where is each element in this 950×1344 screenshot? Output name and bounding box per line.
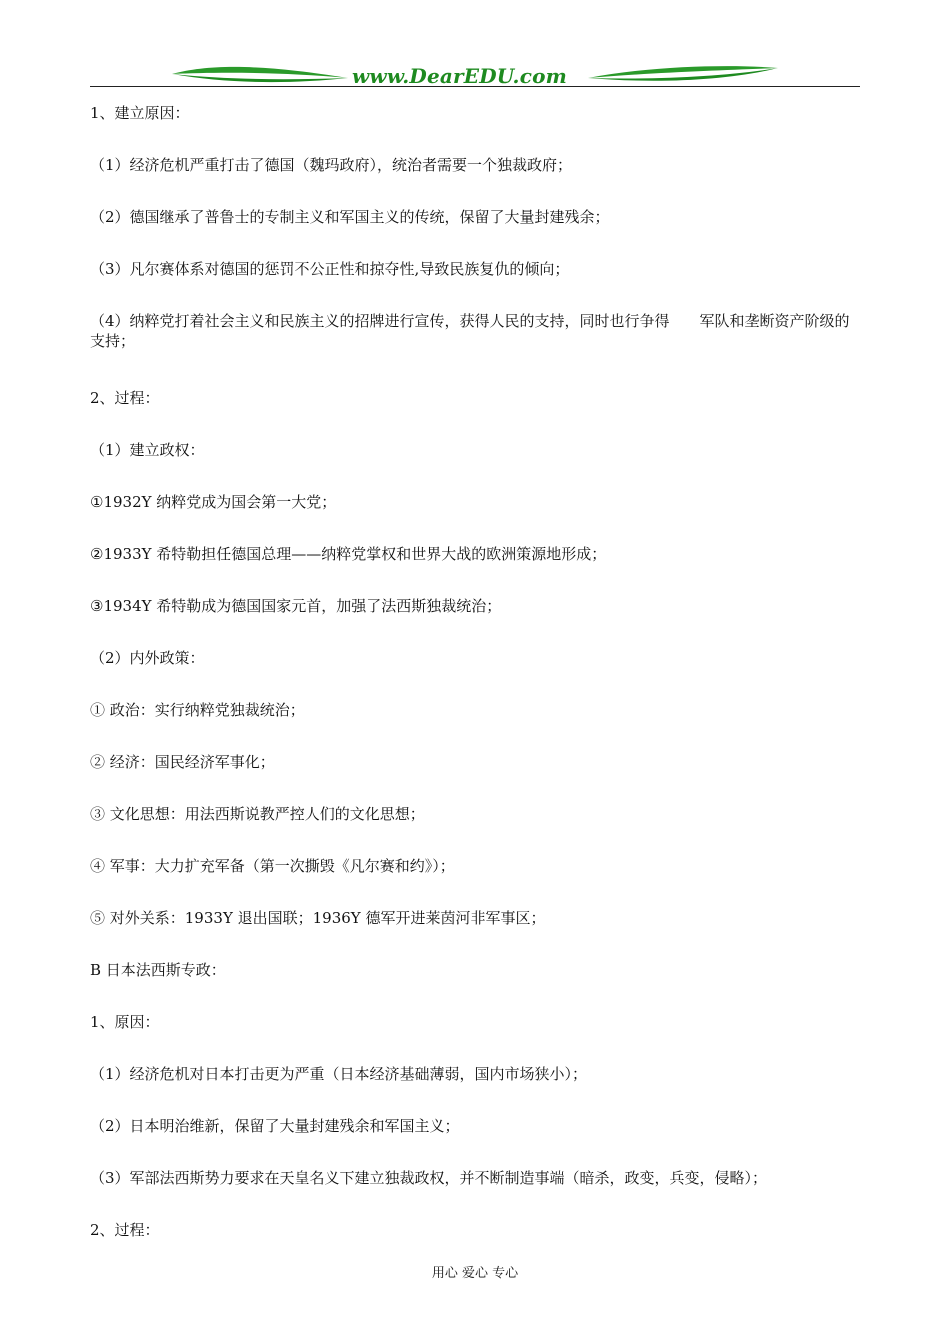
list-item: ④ 军事：大力扩充军备（第一次撕毁《凡尔赛和约》）； (90, 857, 455, 875)
page-footer: 用心 爱心 专心 (431, 1266, 519, 1281)
site-logo-text: www.DearEDU.com (352, 64, 568, 88)
section-heading: B 日本法西斯专政： (90, 961, 226, 979)
list-item: ③ 文化思想：用法西斯说教严控人们的文化思想； (90, 805, 425, 823)
text-line: （1）建立政权： (90, 441, 205, 459)
text-line: （1）经济危机严重打击了德国（魏玛政府），统治者需要一个独裁政府； (90, 156, 573, 174)
section-heading: 1、建立原因： (90, 104, 190, 122)
list-item: ①1932Y 纳粹党成为国会第一大党； (90, 493, 337, 511)
section-heading: 2、过程： (90, 389, 160, 407)
text-line: （1）经济危机对日本打击更为严重（日本经济基础薄弱，国内市场狭小）； (90, 1065, 588, 1083)
text-line: （3）军部法西斯势力要求在天皇名义下建立独裁政权，并不断制造事端（暗杀，政变，兵变，侵略）； (90, 1169, 768, 1187)
text-line: （3）凡尔赛体系对德国的惩罚不公正性和掠夺性,导致民族复仇的倾向； (90, 260, 570, 278)
section-heading: 2、过程： (90, 1221, 160, 1239)
section-heading: 1、原因： (90, 1013, 160, 1031)
list-item: ③1934Y 希特勒成为德国国家元首，加强了法西斯独裁统治； (90, 597, 502, 615)
page-header (90, 58, 860, 90)
list-item: ① 政治：实行纳粹党独裁统治； (90, 701, 305, 719)
list-item: ⑤ 对外关系：1933Y 退出国联；1936Y 德军开进莱茵河非军事区； (90, 909, 546, 927)
text-line: （2）德国继承了普鲁士的专制主义和军国主义的传统，保留了大量封建残余； (90, 208, 610, 226)
header-divider (90, 86, 860, 87)
text-paragraph: （4）纳粹党打着社会主义和民族主义的招牌进行宣传，获得人民的支持，同时也行争得 军队和垄断资产阶级的支持； (90, 312, 850, 350)
text-line: （2）日本明治维新，保留了大量封建残余和军国主义； (90, 1117, 460, 1135)
list-item: ②1933Y 希特勒担任德国总理——纳粹党掌权和世界大战的欧洲策源地形成； (90, 545, 607, 563)
list-item: ② 经济：国民经济军事化； (90, 753, 275, 771)
text-line: （2）内外政策： (90, 649, 205, 667)
